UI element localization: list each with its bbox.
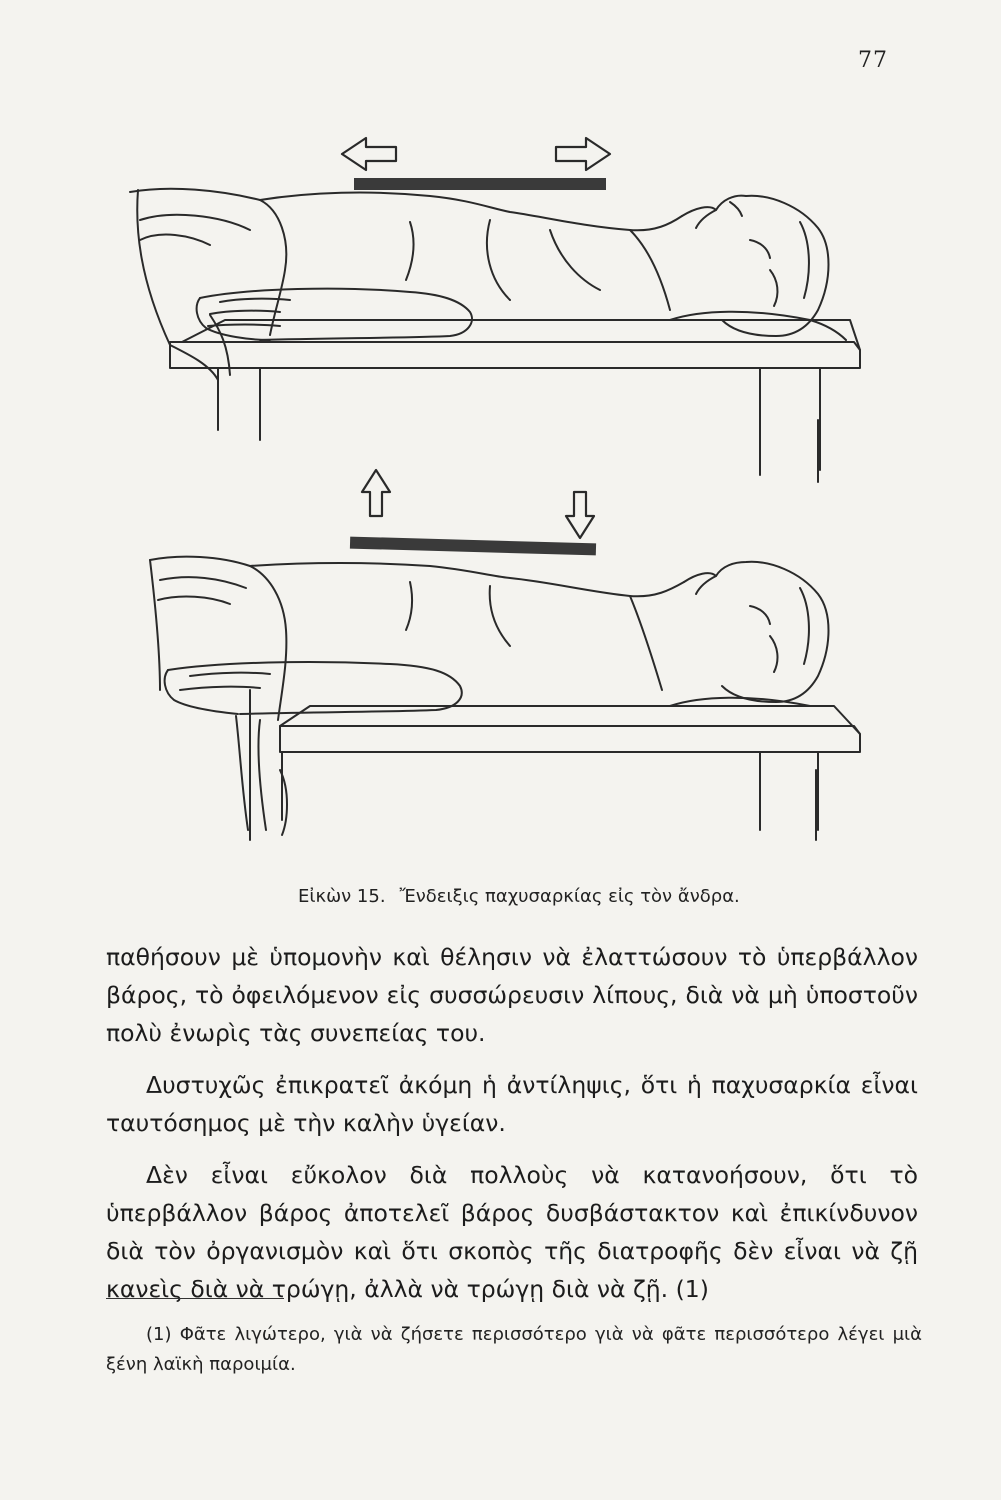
measure-bar-bottom [350, 537, 596, 556]
arrow-right-icon [556, 138, 610, 170]
figure-caption [298, 886, 740, 907]
body-text [106, 938, 918, 1322]
paragraph: Δυστυχῶς ἐπικρατεῖ ἀκόμη ἡ ἀντίληψις, ὅτι ἡ παχυσαρκία εἶναι ταυτόσημος μὲ τὴν καλὴν ὑγείαν. [106, 1071, 918, 1137]
obesity-sign-drawing [110, 130, 870, 870]
arrow-left-icon [342, 138, 396, 170]
paragraph: Δὲν εἶναι εὔκολον διὰ πολλοὺς νὰ κατανοήσουν, ὅτι τὸ ὑπερβάλλον βάρος ἀποτελεῖ βάρος δυσβάστακτον καὶ ἐπικίνδυνον διὰ τὸν ὀργανισμὸν καὶ ὅτι σκοπὸς τῆς διατροφῆς δὲν εἶναι νὰ ζῇ κανεὶς διὰ νὰ τρώγῃ, ἀλλὰ νὰ τρώγῃ διὰ νὰ ζῇ. (1) [106, 1161, 918, 1303]
figure-label: Εἰκὼν 15. [298, 886, 386, 907]
figure-illustration [110, 130, 870, 870]
page-number: 77 [858, 48, 888, 73]
arrow-up-icon [362, 470, 390, 516]
measure-bar-top [354, 178, 606, 190]
bottom-figure-man-lying [150, 537, 860, 840]
figure-caption-text: Ἔνδειξις παχυσαρκίας εἰς τὸν ἄνδρα. [399, 886, 740, 907]
footnote: (1) Φᾶτε λιγώτερο, γιὰ νὰ ζήσετε περισσότερο γιὰ νὰ φᾶτε περισσότερο λέγει μιὰ ξένη λαϊκὴ παροιμία. [106, 1324, 922, 1375]
footnote-divider [106, 1298, 284, 1299]
paragraph-continued: παθήσουν μὲ ὑπομονὴν καὶ θέλησιν νὰ ἐλαττώσουν τὸ ὑπερβάλλον βάρος, τὸ ὀφειλόμενον εἰς συσσώρευσιν λίπους, διὰ νὰ μὴ ὑποστοῦν πολὺ ἐνωρὶς τὰς συνεπείας του. [106, 943, 918, 1047]
top-figure-man-lying [130, 138, 860, 482]
arrow-down-icon [566, 492, 594, 538]
